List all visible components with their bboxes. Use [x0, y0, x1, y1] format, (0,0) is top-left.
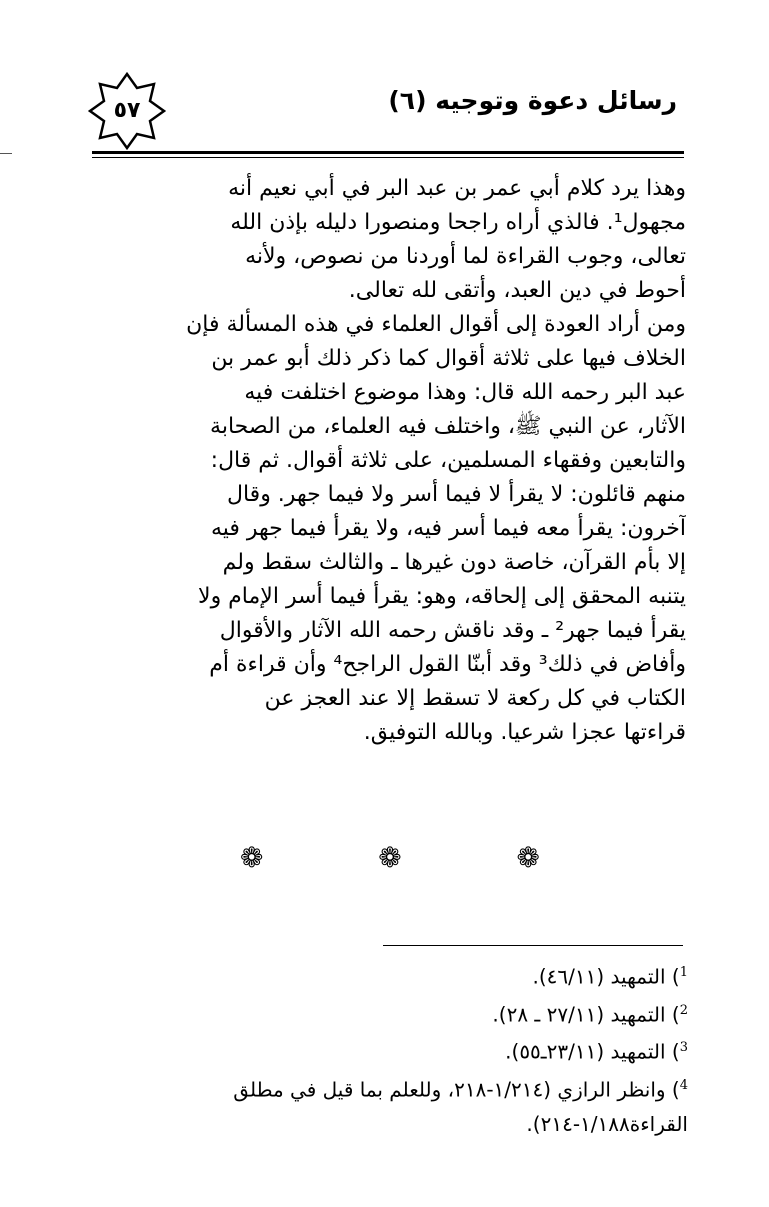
text-line: الكتاب في كل ركعة لا تسقط إلا عند العجز عن	[264, 686, 686, 711]
running-header-title: رسائل دعوة وتوجيه (٦)	[388, 86, 677, 115]
text-line: وأفاض في ذلك³ وقد أبنّا القول الراجح⁴ وأن قراءة أم	[209, 652, 686, 677]
footnote-text: القراءة١/١٨٨-٢١٤).	[526, 1111, 688, 1136]
footnote-text: التمهيد (٤٦/١١).	[532, 964, 666, 989]
text-line: قراءتها عجزا شرعيا. وبالله التوفيق.	[363, 720, 686, 745]
text-line: أحوط في دين العبد، وأتقى لله تعالى.	[348, 278, 686, 303]
text-line: والتابعين وفقهاء المسلمين، على ثلاثة أقوال. ثم قال:	[210, 448, 686, 473]
text-line: إلا بأم القرآن، خاصة دون غيرها ـ والثالث سقط ولم	[222, 550, 686, 575]
header-rule-thick	[92, 151, 684, 154]
page-number-badge	[88, 72, 166, 150]
footnote-separator	[383, 945, 683, 946]
footnote-text: التمهيد (٢٣/١١ـ٥٥).	[505, 1039, 666, 1064]
header-rule-thin	[92, 157, 684, 158]
footnote-number: 4	[679, 1077, 688, 1093]
section-divider	[240, 838, 540, 878]
footnote: $^1$) التمهيد (٤٦/١١).	[532, 964, 688, 989]
footnote-text: وانظر الرازي (١/٢١٤-٢١٨، وللعلم بما قيل في مطلق	[233, 1077, 666, 1102]
margin-mark	[0, 153, 12, 154]
flower-ornament-icon: ❁	[516, 841, 540, 874]
text-line: تعالى، وجوب القراءة لما أوردنا من نصوص، ولأنه	[245, 244, 686, 269]
footnote-number: 3	[679, 1040, 688, 1056]
footnote-continuation	[92, 1107, 688, 1141]
text-line: مجهول¹. فالذي أراه راجحا ومنصورا دليله بإذن الله	[230, 210, 686, 235]
main-text	[92, 172, 686, 750]
text-line: عبد البر رحمه الله قال: وهذا موضوع اختلفت فيه	[244, 380, 686, 405]
text-line: يقرأ فيما جهر² ـ وقد ناقش رحمه الله الآثار والأقوال	[219, 618, 686, 643]
footnote-number: 1	[679, 965, 688, 980]
text-line: آخرون: يقرأ معه فيما أسر فيه، ولا يقرأ فيما جهر فيه	[210, 516, 686, 541]
flower-ornament-icon: ❁	[378, 841, 402, 874]
text-line: يتنبه المحقق إلى إلحاقه، وهو: يقرأ فيما أسر الإمام ولا	[198, 584, 686, 609]
footnote: $^2$) التمهيد (٢٧/١١ ـ ٢٨).	[492, 1002, 688, 1027]
text-line: ومن أراد العودة إلى أقوال العلماء في هذه المسألة فإن	[186, 312, 686, 337]
footnote: $^3$) التمهيد (٢٣/١١ـ٥٥).	[505, 1039, 688, 1064]
flower-ornament-icon: ❁	[240, 841, 264, 874]
footnote-number: 2	[679, 1002, 688, 1018]
footnote: $^4$) وانظر الرازي (١/٢١٤-٢١٨، وللعلم بما قيل في مطلق	[233, 1077, 688, 1102]
text-line: الخلاف فيها على ثلاثة أقوال كما ذكر ذلك أبو عمر بن	[211, 346, 686, 371]
text-line: منهم قائلون: لا يقرأ لا فيما أسر ولا فيما جهر. وقال	[226, 482, 686, 507]
footnotes	[92, 956, 688, 1141]
page-number: ٥٧	[113, 98, 141, 123]
footnote-text: التمهيد (٢٧/١١ ـ ٢٨).	[492, 1002, 666, 1027]
text-line: الآثار، عن النبي ﷺ، واختلف فيه العلماء، من الصحابة	[210, 414, 686, 439]
text-line: وهذا يرد كلام أبي عمر بن عبد البر في أبي نعيم أنه	[228, 176, 686, 201]
